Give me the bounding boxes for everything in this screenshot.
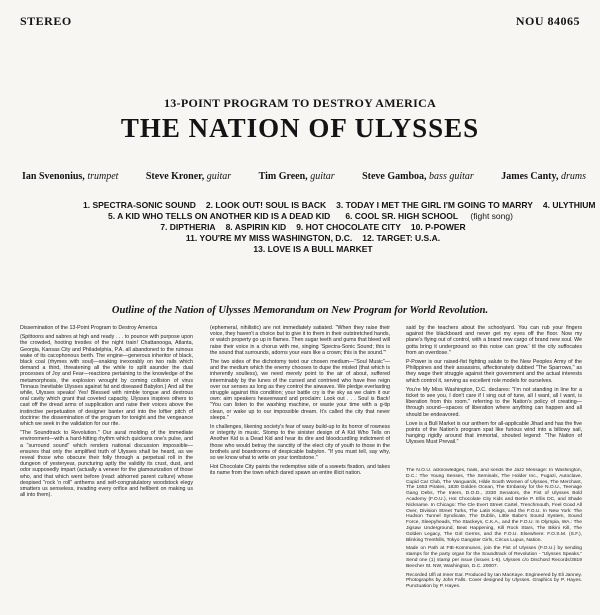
musician-credit (259, 171, 335, 182)
musician-credits (22, 171, 586, 182)
track-item: 5. A KID WHO TELLS ON ANOTHER KID IS A DEAD KID (108, 211, 331, 221)
liner-notes-column-2 (210, 325, 390, 610)
musician-role: trumpet (87, 171, 119, 182)
musician-credit (501, 171, 586, 182)
track-list (78, 200, 596, 255)
track-item: 13. LOVE IS A BULL MARKET (253, 244, 373, 254)
program-subtitle: 13-POINT PROGRAM TO DESTROY AMERICA (163, 96, 437, 110)
track-item: 2. LOOK OUT! SOUL IS BACK (205, 200, 327, 210)
musician-name: Ian Svenonius, (22, 171, 85, 182)
acknowledgements-column (406, 468, 582, 610)
track-title: 6. COOL SR. HIGH SCHOOL (345, 211, 459, 221)
track-item: 9. HOT CHOCOLATE CITY (296, 222, 401, 232)
catalog-number: NOU 84065 (515, 14, 580, 28)
liner-paragraph: (ephemeral, nihilistic) are not immediately satiated. "When they raise their voice, they haven't a choice but to give it to them in their outstretched hands, or watch property go up in flames. Then sugar teeth and gums that bleed will raise their voice in a chorus with me, singing 'Spectra-Sonic Sound; this is the sound that surrounds, adorns your ears like a crown; this is the sound.'" (210, 325, 390, 356)
track-item: 8. ASPIRIN KID (225, 222, 287, 232)
musician-credit (22, 171, 118, 182)
track-item: 12. TARGET: U.S.A. (362, 233, 441, 243)
liner-paragraph: said by the teachers about the schoolyard. You can rub your fingers against the blackboard and never get my eyes off the floor. Now my plane's flying out of control, with a brand new cargo of brand new soul. We gotta bring it underground so this noise can grow.' til the city suffocates from an overdose." (406, 325, 582, 356)
band-title: THE NATION OF ULYSSES (120, 113, 480, 143)
track-item: 1. SPECTRA-SONIC SOUND (83, 200, 196, 210)
track-note: (fight song) (470, 211, 513, 221)
liner-notes-column-1 (20, 325, 193, 610)
liner-paragraph: (Spittoons and sabres at high and ready . . . to pounce with purpose upon the crowded, hooting trestles of the night train! Chattanooga, Atlanta, Georgia, Kansas City and Philadelphia, P.A. all abandoned to the ruinous wake of its cacophonous berth. The engine—generous inheritor of black, black coal (rhymes with soul)—snaking inexorably on two rails which demand a third, threatening all the while to split asunder the dual processes of Joy and Fear—reactions pertaining to the knowledge of the metamorphosis, the explosion wrought by coming collision of virus Tinnaus Inevitable Ulysses against fat and diseased Babylon.) And all the while, Ulysses speaks! Yes! Blessed with nimble tongue and dextrous oral cavity which grant that coveted capacity, Ulysses inspires others to cast off the dread arms of supplication and raise their voices above the instinctive perpetuation of designer banter and into the loftier pitch of doctrine: the dissemination of the program for tonight and the vengeance which we seek in the validation for our rite. (20, 334, 193, 428)
liner-paragraph: Dissemination of the 13-Point Program to Destroy America (20, 325, 158, 331)
track-item: 7. DIPTHERIA (160, 222, 216, 232)
musician-role: guitar (310, 171, 335, 182)
liner-notes-column-3 (406, 325, 582, 465)
stereo-label: STEREO (20, 14, 72, 28)
musician-credit (362, 171, 474, 182)
musician-name: James Canty, (501, 171, 559, 182)
liner-paragraph: In challenges, likening society's fear of waxy build-up to its horror of rowness or integrity in music. Stomp to the sinister design of A Kid Who Tells on Another Kid is a Dead Kid and hear its dire and bloodcurdling indictment of those who would betray the sanctity of the elect city of youth to those in the brothels and boardrooms of despicable babylon. "If you must tell, say why, so we know what to write on your tombstone." (210, 424, 390, 462)
liner-paragraph: Love is a Bull Market is our anthem for all-applicable Jihad and has the five points of the Nation's program spat like furious wind into a billowy sail, hanging rigidly around that immortal, shouted legend: "The Nation of Ulysses Must Prevail." (406, 420, 582, 446)
track-item: 10. P-POWER (410, 222, 466, 232)
outline-heading: Outline of the Nation of Ulysses Memorandum on New Program for World Revolution. (111, 305, 489, 316)
credits-paragraph: Recorded Ulfi at Inner Ear. Produced by Ian MacKaye. Engineered by Eli Janney. Photographs by John Falls. Cover designed by Ulysses. Graphics by P. Hayes. Punctuation by P. Hayes. (406, 572, 582, 590)
acknowledgement-paragraph: The N.O.U. acknowledges, hails, and sends the Jazz Message: In Washington, D.C.: The Young Senses, The Seminals, The Holder Inc., Fugazi, Autoclave, Cupid Car Club, The Vanguards, Hilde South Women of Ulysses, The Merchant, The 1653 Pirates, 1830 Golden Ocean, The Embassy for the N.O.U., Teenage Gang Debs, The Intern, D.O.D., 3330 Senators, the Fist of Ulysses Bold Academy (F.O.U.), Hot Chocolate City Kids and Bertie P. Ellis DC, and Shade Nickname. In Chicago: The Cle Evert Street Cartel, Trenchmouth, Feel Good All Over, Division Street Turks, The Latin Kings, and the F.O.U. In New York: The Hudson Tunnel Syndicate, The Dublin, Little Babe's Sound System, Sound Force, Sleepyheads, The Stackeys, C.K.A., and the F.O.U. In Olympia, WA.: The Jigsaw Underground, Beat Happening, Kill Rock Stars, The Bikini Kill, The Golden Legacy, The Girl Germs, and the F.O.U. Elsewhere: F.O.S.M. (S.F.), Blinking Trenthills, Tokyo Gangster Girls, Circus Lupus, Nation. (406, 468, 582, 543)
liner-paragraph: P-Power is our raised-fist fighting salute to the New Peoples Army of the Philippines and their assassins, affectionately dubbed "The Sparrows," as they wage their struggle against their government and the actual interests which control it, serving as excellent role models for ourselves. (406, 359, 582, 384)
track-item: 11. YOU'RE MY MISS WASHINGTON, D.C. (185, 233, 353, 243)
musician-name: Steve Kroner, (145, 171, 205, 182)
musician-role: bass guitar (429, 171, 474, 182)
track-item: 3. TODAY I MET THE GIRL I'M GOING TO MARRY (336, 200, 533, 210)
musician-name: Tim Green, (258, 171, 308, 182)
musician-name: Steve Gamboa, (362, 171, 427, 182)
liner-paragraph: The two sides of the dichotomy twixt our chosen medium—"Soul Music"—and the medium which the enemy chooses to dupe the misled (that which is inherently soulless), we need merely point to the air of about, suffered interminably by the lunes of the cursed and contrived who have free reign over our senses as long as they control the airwaves. We pledge everlasting struggle against this condition; your battle cry is the sky as we claim it our own: aim speakers heavenward and proclaim: Look out . . . Soul is Back! "You can listen to the washing machine, or waste your time with a g-tip clean, or wake up to our impossible dream. It's called the city that never sleeps." (210, 359, 390, 421)
liner-paragraph: "The Soundtrack to Revolution." Our aural molding of the immediate environment—with a hard-hitting rhythm which quickens one's pulse, and a "surround sound" which renders national discussion impossible—ensures that only the amplified truth of Ulysses shall be heard, as we reveal those who obscure their folly through a perpetual roll in the dungeon of yesteryear, puncturing aptly the validity its crust, dust, and odor supposedly impart (actually a veneer for the glamourization of those who, and that which went before (read: abhorred parent culture) whose despised "rock 'n roll" anthems and self-congratulatory woodstock elegy smatters us senseless, invading every orifice and hellbent on making us all into them). (20, 430, 193, 499)
track-item: 4. ULYTHIUM (542, 200, 596, 210)
track-item (340, 211, 518, 221)
musician-role: guitar (206, 171, 232, 182)
musician-role: drums (560, 171, 586, 182)
liner-paragraph: Hot Chocolate City paints the redemptive side of a sweets fixation, and takes its name from the town which dared spawn an entire illicit nation. (210, 464, 390, 477)
liner-paragraph: You're My Miss Washington, D.C. declares: "I'm not standing in line for a ticket to see you, I don't care if I sing out of tune, all I want, all I want, is liberation from this room." referring to the Nation's policy of creating—through sound—spaces of liberation where anything can happen and all should be endeavored. (406, 386, 582, 418)
musician-credit (146, 171, 231, 182)
acknowledgement-paragraph: Made on Path at FIE-Kommunes, join the Fist of Ulysses (F.O.U.) by sending stamps for the party organ for the Soundtrack of Revolution - "Ulysses Speaks." Send one (1) stamp per issue (issues 1-6). Ulysses c/o Dischord Records/3819 Beecher St. NW, Washington, D.C. 20007. (406, 546, 582, 569)
